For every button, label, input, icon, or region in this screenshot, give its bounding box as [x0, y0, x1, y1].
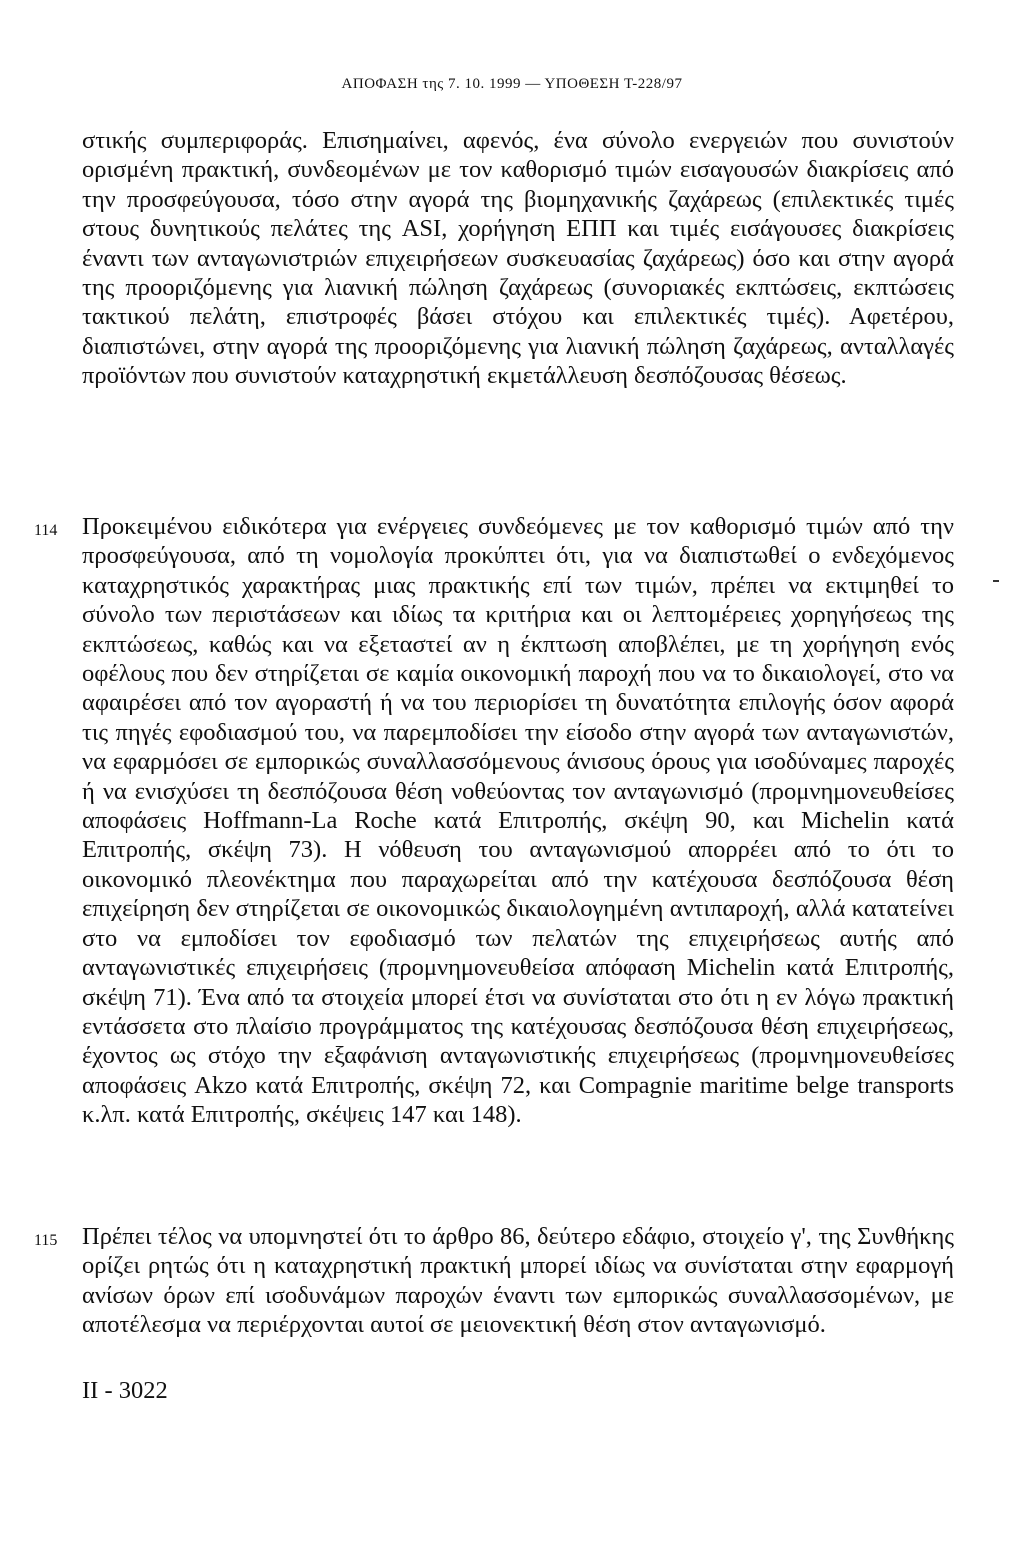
paragraph-number-115: 115 — [34, 1232, 58, 1249]
paragraph-continued: στικής συμπεριφοράς. Επισημαίνει, αφενός, ένα σύνολο ενεργειών που συνιστούν ορισμένη πρακτική, συνδεομένων με τον καθορισμό τιμών εισαγουσών διακρίσεις από την προσφεύγουσα, τόσο στην αγορά της βιομηχανικής ζαχάρεως (επιλεκτικές τιμές στους δυνητικούς πελάτες της ASI, χορήγηση ΕΠΠ και τιμές εισάγουσες διακρίσεις έναντι των ανταγωνιστριών επιχειρήσεων συσκευασίας ζαχάρεως) όσο και στην αγορά της προοριζόμενης για λιανική πώληση ζαχάρεως (συνοριακές εκπτώσεις, εκπτώσεις τακτικού πελάτη, επιστροφές βάσει στόχου και επιλεκτικές τιμές). Αφετέρου, διαπιστώνει, στην αγορά της προοριζόμενης για λιανική πώληση ζαχάρεως, ανταλλαγές προϊόντων που συνιστούν καταχρηστική εκμετάλλευση δεσπόζουσας θέσεως. — [82, 127, 954, 390]
paragraph-number-114: 114 — [34, 522, 58, 539]
running-header: ΑΠΟΦΑΣΗ της 7. 10. 1999 — ΥΠΟΘΕΣΗ Τ-228/97 — [341, 76, 683, 92]
paragraph-114: Προκειμένου ειδικότερα για ενέργειες συνδεόμενες με τον καθορισμό τιμών από την προσφεύγουσα, από τη νομολογία προκύπτει ότι, για να διαπιστωθεί ο ενδεχόμενος καταχρηστικός χαρακτήρας μιας πρακτικής επί των τιμών, πρέπει να εκτιμηθεί το σύνολο των περιστάσεων και ιδίως τα κριτήρια και οι λεπτομέρειες χορηγήσεως της εκπτώσεως, καθώς και να εξεταστεί αν η έκπτωση αποβλέπει, με τη χορήγηση ενός οφέλους που δεν στηρίζεται σε καμία οικονομική παροχή που να το δικαιολογεί, στο να αφαιρέσει από τον αγοραστή ή να του περιορίσει τη δυνατότητα επιλογής όσον αφορά τις πηγές εφοδιασμού του, να παρεμποδίσει την είσοδο στην αγορά των ανταγωνιστών, να εφαρμόσει σε εμπορικώς συναλλασσόμενους άνισους όρους για ισοδύναμες παροχές ή να ενισχύσει τη δεσπόζουσα θέση νοθεύοντας τον ανταγωνισμό (προμνημονευθείσες αποφάσεις Hoffmann-La Roche κατά Επιτροπής, σκέψη 90, και Michelin κατά Επιτροπής, σκέψη 73). Η νόθευση του ανταγωνισμού απορρέει από το ότι το οικονομικό πλεονέκτημα που παραχωρείται από την κατέχουσα δεσπόζουσα θέση επιχείρηση δεν στηρίζεται σε οικονομικώς δικαιολογημένη αντιπαροχή, αλλά κατατείνει στο να εμποδίσει τον εφοδιασμό των πελατών της επιχειρήσεως αυτής από ανταγωνιστικές επιχειρήσεις (προμνημονευθείσα απόφαση Michelin κατά Επιτροπής, σκέψη 71). Ένα από τα στοιχεία μπορεί έτσι να συνίσταται στο ότι η εν λόγω πρακτική εντάσσετα στο πλαίσιο προγράμματος της κατέχουσας δεσπόζουσα θέση επιχειρήσεως, έχοντος ως στόχο την εξαφάνιση ανταγωνιστικής επιχειρήσεως (προμνημονευθείσες αποφάσεις Akzo κατά Επιτροπής, σκέψη 72, και Compagnie maritime belge transports κ.λπ. κατά Επιτροπής, σκέψεις 147 και 148). — [82, 513, 954, 1129]
paragraph-115: Πρέπει τέλος να υπομνηστεί ότι το άρθρο 86, δεύτερο εδάφιο, στοιχείο γ', της Συνθήκης ορίζει ρητώς ότι η καταχρηστική πρακτική μπορεί ιδίως να συνίσταται στην εφαρμογή ανίσων όρων επί ισοδυνάμων παροχών έναντι των εμπορικώς συναλλασσομένων, με αποτέλεσμα να περιέρχονται αυτοί σε μειονεκτική θέση στον ανταγωνισμό. — [82, 1223, 954, 1339]
margin-mark — [993, 580, 999, 582]
page-number: II - 3022 — [82, 1377, 168, 1404]
